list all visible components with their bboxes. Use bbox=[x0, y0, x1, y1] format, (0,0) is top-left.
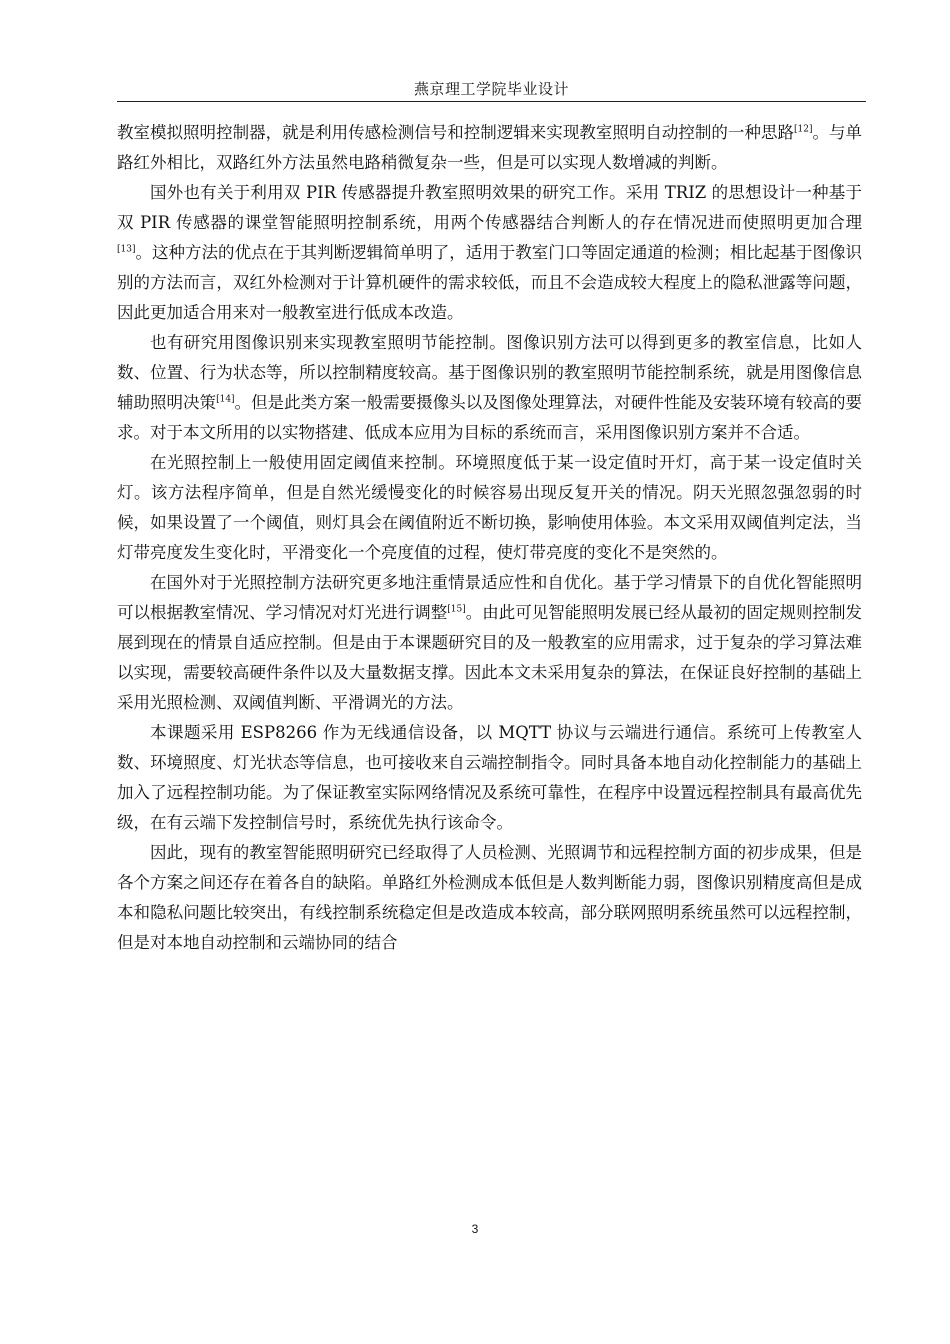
citation-ref: [14] bbox=[216, 394, 235, 405]
paragraph bbox=[117, 718, 862, 838]
paragraph bbox=[117, 178, 862, 328]
paragraph bbox=[117, 568, 862, 718]
paragraph bbox=[117, 448, 862, 568]
paragraph-text: 在国外对于光照控制方法研究更多地注重情景适应性和自优化。基于学习情景下的自优化智能照明可以根据教室情况、学习情况对灯光进行调整 bbox=[117, 573, 862, 622]
citation-ref: [15] bbox=[447, 604, 466, 615]
paragraph bbox=[117, 838, 862, 958]
paragraph-text: 国外也有关于利用双 PIR 传感器提升教室照明效果的研究工作。采用 TRIZ 的思想设计一种基于双 PIR 传感器的课堂智能照明控制系统，用两个传感器结合判断人的存在情况进而使照明更加合理 bbox=[117, 183, 862, 232]
paragraph bbox=[117, 328, 862, 448]
paragraph-text: 因此，现有的教室智能照明研究已经取得了人员检测、光照调节和远程控制方面的初步成果，但是各个方案之间还存在着各自的缺陷。单路红外检测成本低但是人数判断能力弱，图像识别精度高但是成本和隐私问题比较突出，有线控制系统稳定但是改造成本较高，部分联网照明系统虽然可以远程控制，但是对本地自动控制和云端协同的结合 bbox=[117, 843, 862, 952]
paragraph-text: 在光照控制上一般使用固定阈值来控制。环境照度低于某一设定值时开灯，高于某一设定值时关灯。该方法程序简单，但是自然光缓慢变化的时候容易出现反复开关的情况。阴天光照忽强忽弱的时候，如果设置了一个阈值，则灯具会在阈值附近不断切换，影响使用体验。本文采用双阈值判定法，当灯带亮度发生变化时，平滑变化一个亮度值的过程，使灯带亮度的变化不是突然的。 bbox=[117, 453, 862, 562]
paragraph-text: 。但是此类方案一般需要摄像头以及图像处理算法，对硬件性能及安装环境有较高的要求。对于本文所用的以实物搭建、低成本应用为目标的系统而言，采用图像识别方案并不合适。 bbox=[117, 393, 863, 442]
citation-ref: [12] bbox=[793, 124, 813, 135]
page-header: 燕京理工学院毕业设计 bbox=[413, 80, 569, 98]
paragraph-text: 。这种方法的优点在于其判断逻辑简单明了，适用于教室门口等固定通道的检测；相比起基于图像识别的方法而言，双红外检测对于计算机硬件的需求较低，而且不会造成较大程度上的隐私泄露等问题，因此更加适合用来对一般教室进行低成本改造。 bbox=[117, 243, 862, 322]
paragraph-text: 本课题采用 ESP8266 作为无线通信设备，以 MQTT 协议与云端进行通信。系统可上传教室人数、环境照度、灯光状态等信息，也可接收来自云端控制指令。同时具备本地自动化控制能力的基础上加入了远程控制功能。为了保证教室实际网络情况及系统可靠性，在程序中设置远程控制具有最高优先级，在有云端下发控制信号时，系统优先执行该命令。 bbox=[117, 723, 862, 832]
paragraph bbox=[117, 118, 862, 178]
paragraph-text: 。与单路红外相比，双路红外方法虽然电路稍微复杂一些，但是可以实现人数增减的判断。 bbox=[117, 123, 863, 172]
page-number: 3 bbox=[471, 1222, 479, 1236]
citation-ref: [13] bbox=[117, 244, 136, 255]
paragraph-text: 。由此可见智能照明发展已经从最初的固定规则控制发展到现在的情景自适应控制。但是由于本课题研究目的及一般教室的应用需求，过于复杂的学习算法难以实现，需要较高硬件条件以及大量数据支撑。因此本文未采用复杂的算法，在保证良好控制的基础上采用光照检测、双阈值判断、平滑调光的方法。 bbox=[117, 603, 862, 712]
paragraph-text: 也有研究用图像识别来实现教室照明节能控制。图像识别方法可以得到更多的教室信息，比如人数、位置、行为状态等，所以控制精度较高。基于图像识别的教室照明节能控制系统，就是用图像信息辅助照明决策 bbox=[117, 333, 862, 412]
paragraph-text: 教室模拟照明控制器，就是利用传感检测信号和控制逻辑来实现教室照明自动控制的一种思路 bbox=[117, 123, 794, 142]
header-divider bbox=[117, 101, 866, 102]
body-text bbox=[117, 118, 862, 958]
